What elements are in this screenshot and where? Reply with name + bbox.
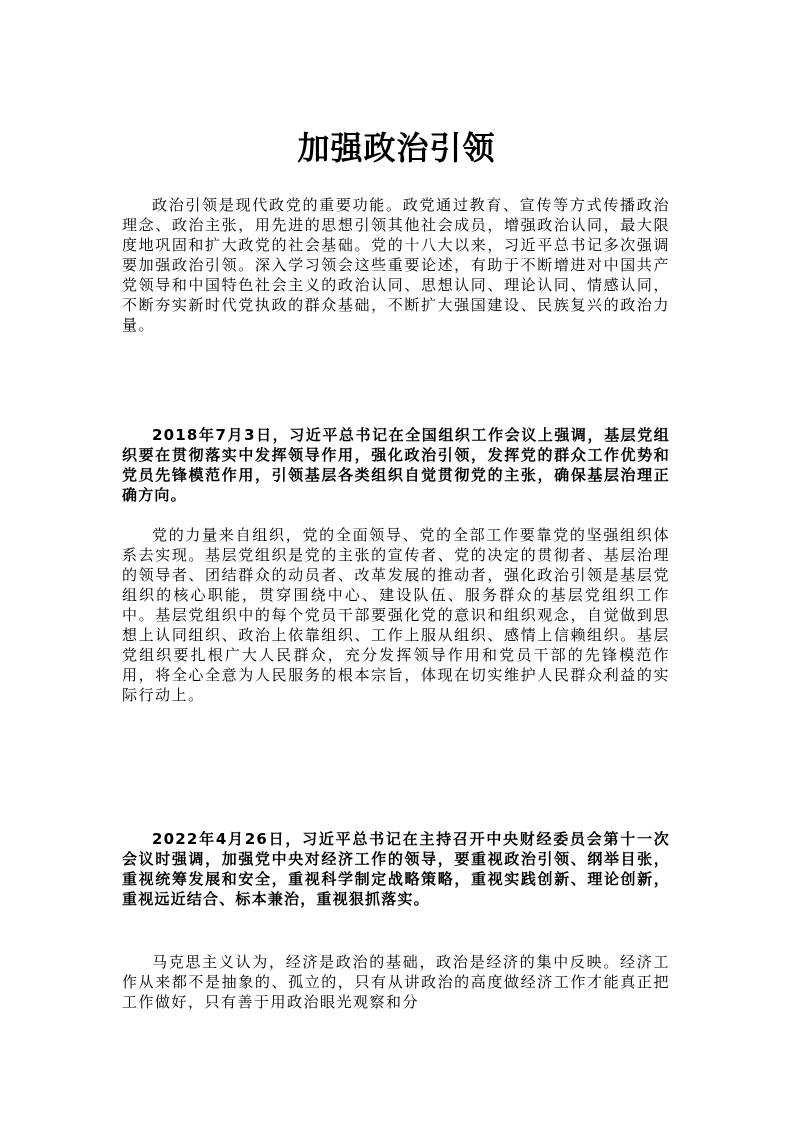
document-title: 加强政治引领	[297, 129, 496, 168]
paragraph-economy: 马克思主义认为，经济是政治的基础，政治是经济的集中反映。经济工作从来都不是抽象的、孤立的，只有从讲政治的高度做经济工作才能真正把工作做好，只有善于用政治眼光观察和分	[122, 953, 670, 1011]
paragraph-grassroots: 党的力量来自组织，党的全面领导、党的全部工作要靠党的坚强组织体系去实现。基层党组织是党的主张的宣传者、党的决定的贯彻者、基层治理的领导者、团结群众的动员者、改革发展的推动者，强化政治引领是基层党组织的核心职能，贯穿围绕中心、建设队伍、服务群众的基层党组织工作中。基层党组织中的每个党员干部要强化党的意识和组织观念，自觉做到思想上认同组织、政治上依靠组织、工作上服从组织、感情上信赖组织。基层党组织要扎根广大人民群众，充分发挥领导作用和党员干部的先锋模范作用，将全心全意为人民服务的根本宗旨，体现在切实维护人民群众利益的实际行动上。	[122, 526, 670, 704]
paragraph-quote-2022: 2022年4月26日，习近平总书记在主持召开中央财经委员会第十一次会议时强调，加强党中央对经济工作的领导，要重视政治引领、纲举目张，重视统筹发展和安全，重视科学制定战略策略，重视实践创新、理论创新，重视远近结合、标本兼治，重视狠抓落实。	[122, 830, 670, 908]
paragraph-quote-2018: 2018年7月3日，习近平总书记在全国组织工作会议上强调，基层党组织要在贯彻落实中发挥领导作用，强化政治引领，发挥党的群众工作优势和党员先锋模范作用，引领基层各类组织自觉贯彻党的主张，确保基层治理正确方向。	[122, 426, 670, 504]
paragraph-intro: 政治引领是现代政党的重要功能。政党通过教育、宣传等方式传播政治理念、政治主张，用先进的思想引领其他社会成员，增强政治认同，最大限度地巩固和扩大政党的社会基础。党的十八大以来，习近平总书记多次强调要加强政治引领。深入学习领会这些重要论述，有助于不断增进对中国共产党领导和中国特色社会主义的政治认同、思想认同、理论认同、情感认同，不断夯实新时代党执政的群众基础，不断扩大强国建设、民族复兴的政治力量。	[122, 196, 670, 334]
